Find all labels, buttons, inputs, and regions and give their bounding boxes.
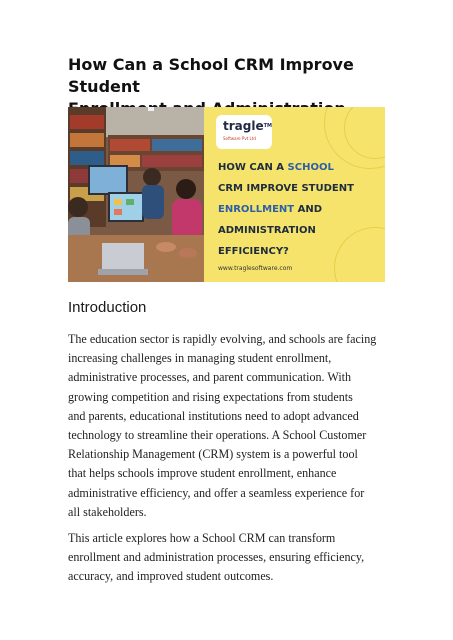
paragraph-line: increasing challenges in managing student enrollment, bbox=[68, 351, 332, 366]
paragraph-line: growing competition and rising expectations from students bbox=[68, 389, 353, 404]
paragraph-line: that helps schools improve student enrollment, enhance bbox=[68, 466, 337, 481]
hero-banner bbox=[68, 107, 385, 282]
headline-highlight: SCHOOL bbox=[287, 162, 334, 173]
logo-trademark: TM bbox=[263, 123, 272, 129]
headline-text: EFFICIENCY? bbox=[218, 246, 289, 257]
intro-paragraph bbox=[68, 330, 388, 522]
paragraph-line: and parents, educational institutions need to adopt advanced bbox=[68, 408, 359, 423]
paragraph-line: accuracy, and improved student outcomes. bbox=[68, 569, 274, 584]
banner-headline bbox=[218, 157, 383, 262]
paragraph-line: administrative efficiency, and offer a seamless experience for bbox=[68, 485, 365, 500]
paragraph-line: The education sector is rapidly evolving, and schools are facing bbox=[68, 332, 377, 346]
paragraph-line: This article explores how a School CRM can transform bbox=[68, 531, 336, 545]
logo-word: tragle bbox=[223, 119, 264, 133]
headline-text: HOW CAN A bbox=[218, 162, 288, 173]
headline-highlight: ENROLLMENT bbox=[218, 204, 295, 215]
summary-paragraph bbox=[68, 529, 388, 587]
headline-text: AND bbox=[294, 204, 323, 215]
headline-text: ADMINISTRATION bbox=[218, 225, 316, 236]
headline-text: CRM IMPROVE STUDENT bbox=[218, 183, 354, 194]
paragraph-line: all stakeholders. bbox=[68, 504, 147, 519]
paragraph-line: Relationship Management (CRM) system is a powerful tool bbox=[68, 447, 358, 462]
classroom-photo bbox=[68, 107, 204, 282]
paragraph-line: enrollment and administration processes, ensuring efficiency, bbox=[68, 550, 365, 565]
section-heading: Introduction bbox=[68, 299, 147, 316]
website-url: www.traglesoftware.com bbox=[218, 265, 293, 272]
banner-text-panel bbox=[204, 107, 385, 282]
logo-subtitle: Software Pvt Ltd bbox=[223, 136, 256, 141]
paragraph-line: technology to streamline their operations. A School Customer bbox=[68, 428, 367, 443]
article-title-line: How Can a School CRM Improve Student bbox=[68, 55, 354, 96]
paragraph-line: administrative processes, and parent communication. With bbox=[68, 370, 352, 385]
tragle-logo bbox=[216, 115, 272, 149]
